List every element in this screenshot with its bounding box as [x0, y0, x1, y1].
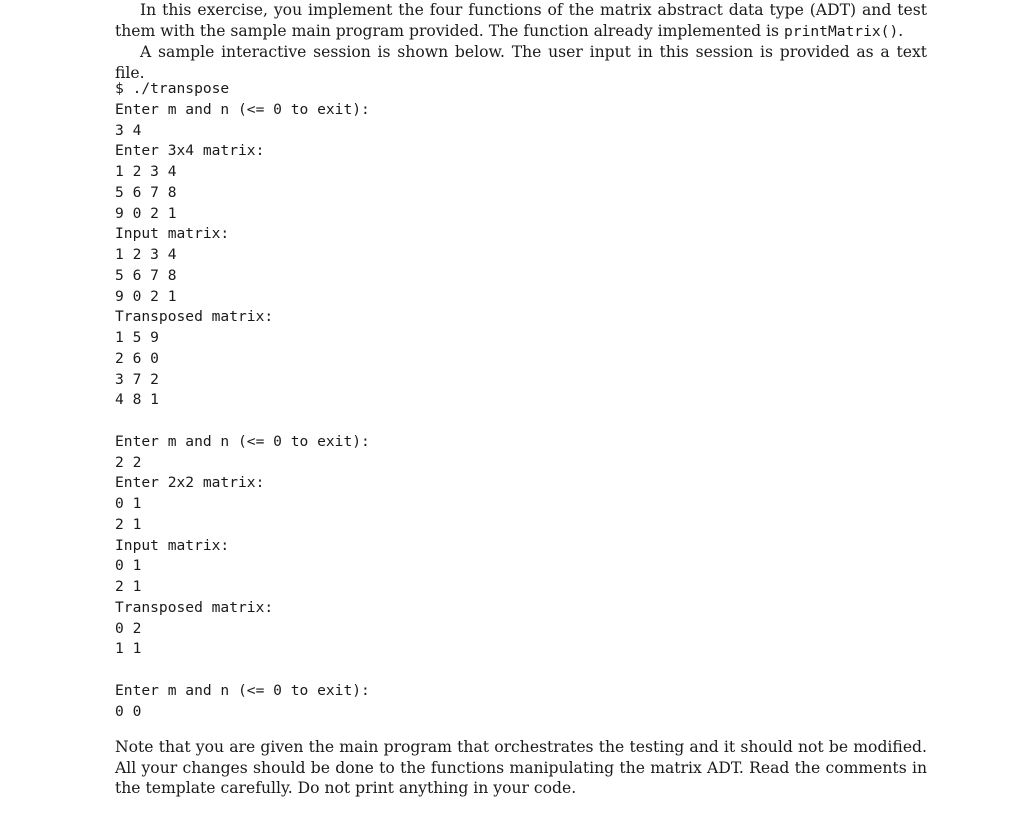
session-line: Enter m and n (<= 0 to exit): [115, 100, 370, 118]
session-line: 1 5 9 [115, 329, 159, 346]
outro-section [115, 737, 927, 799]
session-line: Enter m and n (<= 0 to exit): [115, 432, 370, 450]
session-line: 2 1 [115, 578, 142, 595]
session-line: 9 0 2 1 [115, 287, 177, 305]
session-line [115, 660, 370, 681]
session-line: 0 0 [115, 702, 142, 720]
session-line: 5 6 7 8 [115, 266, 177, 284]
session-line: Input matrix: [115, 536, 230, 554]
session-line [115, 411, 370, 432]
intro-paragraph-2: A sample interactive session is shown below. The user input in this session is provided as a text file. [115, 43, 927, 82]
session-line: 3 7 2 [115, 370, 159, 388]
outro-paragraph: Note that you are given the main program that orchestrates the testing and it should not be modified. All your changes should be done to the functions manipulating the matrix ADT. Read the comments in the template carefully. Do not print anything in your code. [115, 738, 927, 797]
session-line: Enter 3x4 matrix: [115, 142, 265, 160]
inline-code-printmatrix: printMatrix() [784, 22, 899, 40]
session-line: 5 6 7 8 [115, 183, 177, 201]
session-line: 1 1 [115, 640, 142, 658]
session-line: $ ./transpose [115, 80, 230, 97]
session-line: 2 1 [115, 515, 142, 533]
terminal-session [115, 79, 370, 722]
session-line: 2 6 0 [115, 349, 159, 367]
intro-section [115, 0, 927, 83]
session-line: 4 8 1 [115, 391, 159, 409]
session-line: 3 4 [115, 121, 142, 139]
session-line: 0 1 [115, 557, 142, 575]
session-line: 9 0 2 1 [115, 204, 177, 222]
session-line: Input matrix: [115, 225, 230, 243]
session-line: Transposed matrix: [115, 308, 274, 326]
session-line: Enter 2x2 matrix: [115, 474, 265, 492]
session-line: Enter m and n (<= 0 to exit): [115, 681, 370, 699]
intro-paragraph-1-suffix: . [898, 21, 904, 40]
session-line: 1 2 3 4 [115, 163, 177, 180]
intro-paragraph-1 [115, 0, 927, 42]
session-line: 1 2 3 4 [115, 246, 177, 263]
session-line: 0 2 [115, 619, 142, 637]
session-line: 0 1 [115, 495, 142, 512]
session-line: Transposed matrix: [115, 598, 274, 616]
session-line: 2 2 [115, 453, 142, 471]
intro-paragraph-1-text: In this exercise, you implement the four functions of the matrix abstract data type (ADT) and test them with the sample main program provided. The function already implemented is [115, 1, 927, 40]
